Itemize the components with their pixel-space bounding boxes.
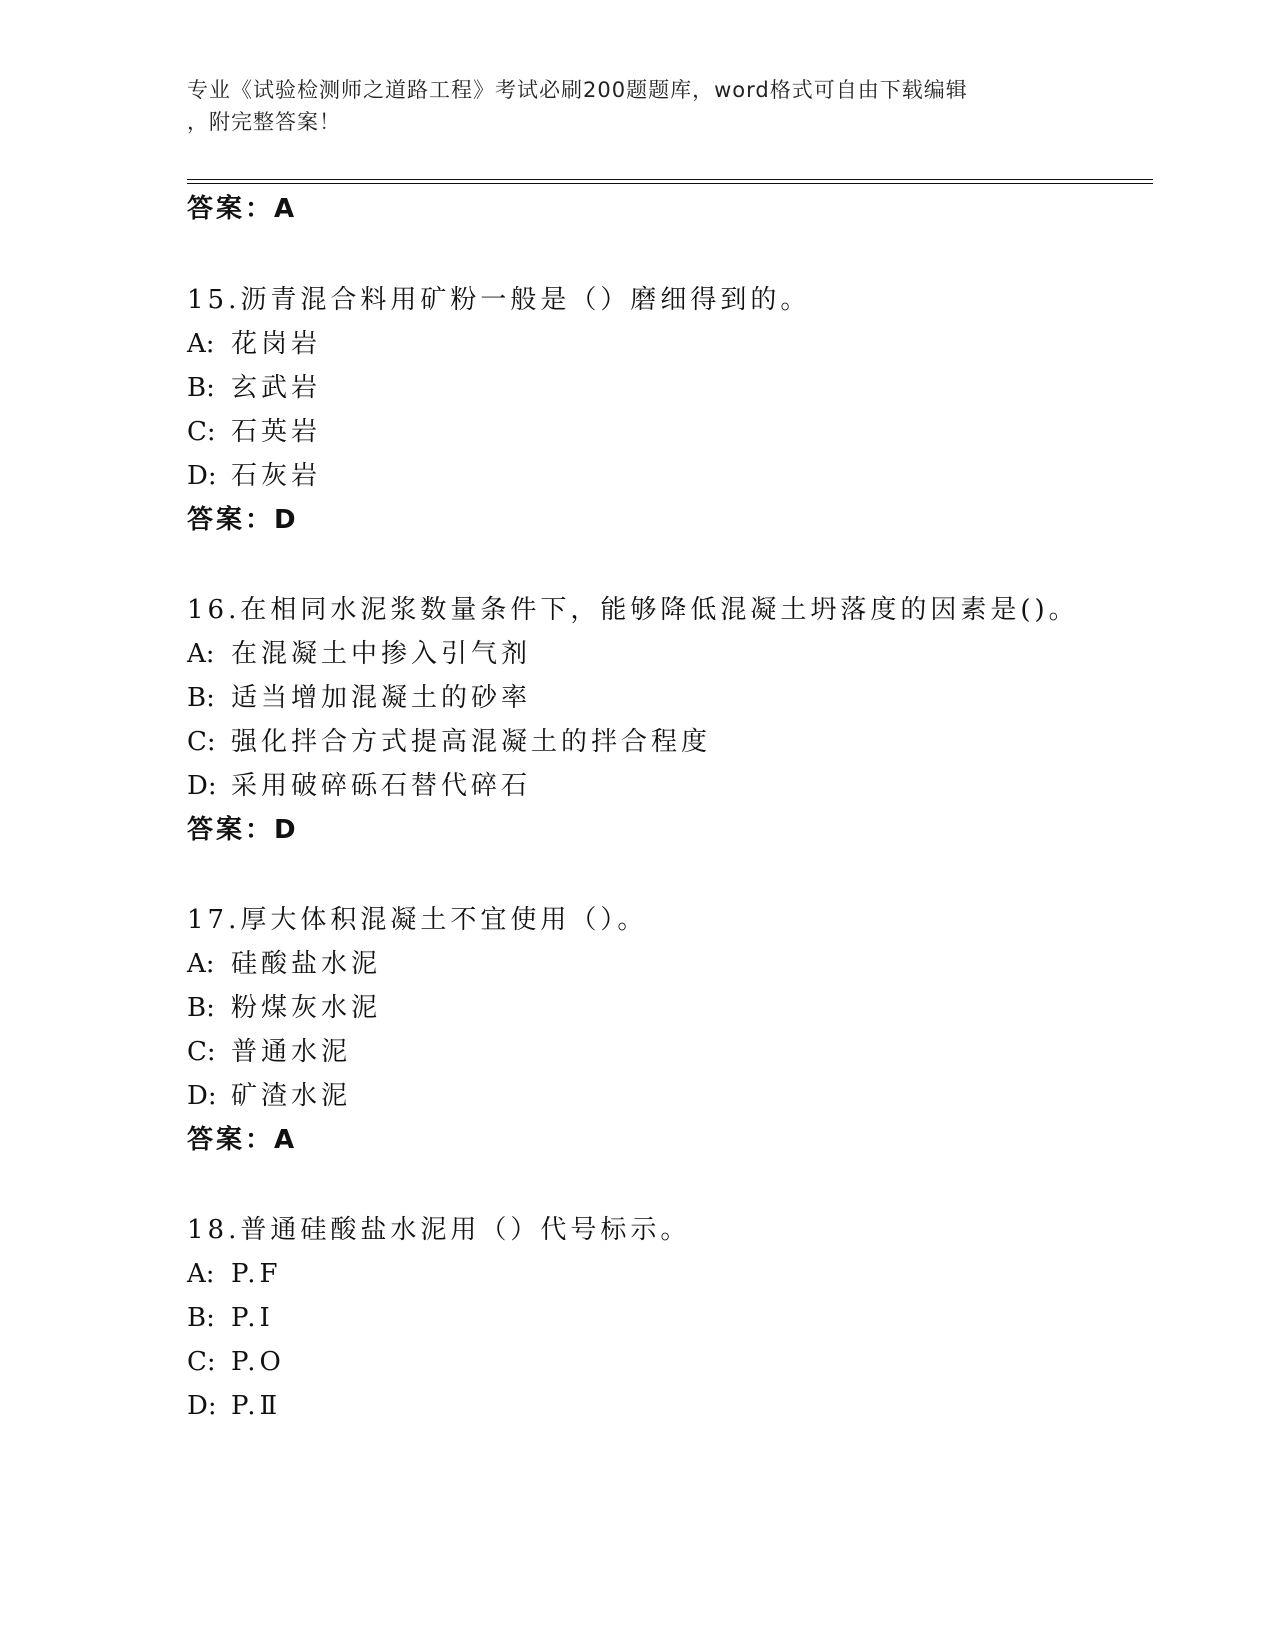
option-text: 强化拌合方式提高混凝土的拌合程度: [231, 727, 712, 757]
question-18-option-d: [187, 1390, 281, 1422]
question-18-stem: 18.普通硅酸盐水泥用（）代号标示。: [187, 1215, 691, 1245]
question-15-option-d: [187, 460, 321, 492]
question-16-option-d: [187, 770, 531, 802]
option-key: A:: [187, 329, 215, 359]
option-key: B:: [187, 993, 215, 1023]
question-15-answer: 答案：D: [187, 505, 299, 535]
option-text: 矿渣水泥: [231, 1081, 352, 1111]
option-key: C:: [187, 1347, 216, 1377]
question-15-option-b: [187, 372, 321, 404]
option-text: 石英岩: [231, 417, 322, 447]
option-key: D:: [187, 1081, 217, 1111]
question-17-option-d: [187, 1080, 351, 1112]
question-17-option-c: [187, 1036, 351, 1068]
header-line-1: 专业《试验检测师之道路工程》考试必刷200题题库，word格式可自由下载编辑: [187, 78, 968, 102]
question-18-option-a: [187, 1258, 282, 1290]
question-18-option-b: [187, 1302, 274, 1334]
option-text: P.F: [231, 1259, 282, 1289]
option-text: 普通水泥: [231, 1037, 352, 1067]
option-key: D:: [187, 1391, 217, 1421]
option-key: A:: [187, 1259, 215, 1289]
question-16-option-a: [187, 638, 531, 670]
question-18-option-c: [187, 1346, 285, 1378]
option-key: C:: [187, 727, 216, 757]
header-rule-bottom: [187, 183, 1153, 184]
option-key: B:: [187, 373, 215, 403]
option-text: 适当增加混凝土的砂率: [231, 683, 532, 713]
question-15-option-a: [187, 328, 321, 360]
question-17-answer: 答案：A: [187, 1125, 298, 1155]
option-key: A:: [187, 639, 215, 669]
option-text: 花岗岩: [231, 329, 322, 359]
header-line-2: ，附完整答案！: [187, 110, 341, 134]
option-text: P.I: [231, 1303, 274, 1333]
option-text: 硅酸盐水泥: [231, 949, 382, 979]
question-15-stem: 15.沥青混合料用矿粉一般是（）磨细得到的。: [187, 285, 811, 315]
option-key: D:: [187, 771, 217, 801]
option-key: B:: [187, 683, 215, 713]
option-key: C:: [187, 417, 216, 447]
header-rule-top: [187, 179, 1153, 180]
option-text: 石灰岩: [231, 461, 322, 491]
question-15-option-c: [187, 416, 321, 448]
option-key: C:: [187, 1037, 216, 1067]
option-text: 在混凝土中掺入引气剂: [231, 639, 532, 669]
answer-prev: 答案：A: [187, 194, 298, 224]
question-16-stem: 16.在相同水泥浆数量条件下，能够降低混凝土坍落度的因素是()。: [187, 595, 1079, 625]
question-17-stem: 17.厚大体积混凝土不宜使用（）。: [187, 905, 648, 935]
option-text: 采用破碎砾石替代碎石: [231, 771, 532, 801]
option-text: 玄武岩: [231, 373, 322, 403]
option-text: 粉煤灰水泥: [231, 993, 382, 1023]
question-17-option-b: [187, 992, 381, 1024]
question-16-answer: 答案：D: [187, 815, 299, 845]
option-text: P.O: [231, 1347, 285, 1377]
question-16-option-c: [187, 726, 711, 758]
option-key: D:: [187, 461, 217, 491]
question-16-option-b: [187, 682, 531, 714]
option-key: B:: [187, 1303, 215, 1333]
option-key: A:: [187, 949, 215, 979]
document-header: [187, 74, 1067, 138]
question-17-option-a: [187, 948, 381, 980]
option-text: P.Ⅱ: [231, 1391, 282, 1421]
